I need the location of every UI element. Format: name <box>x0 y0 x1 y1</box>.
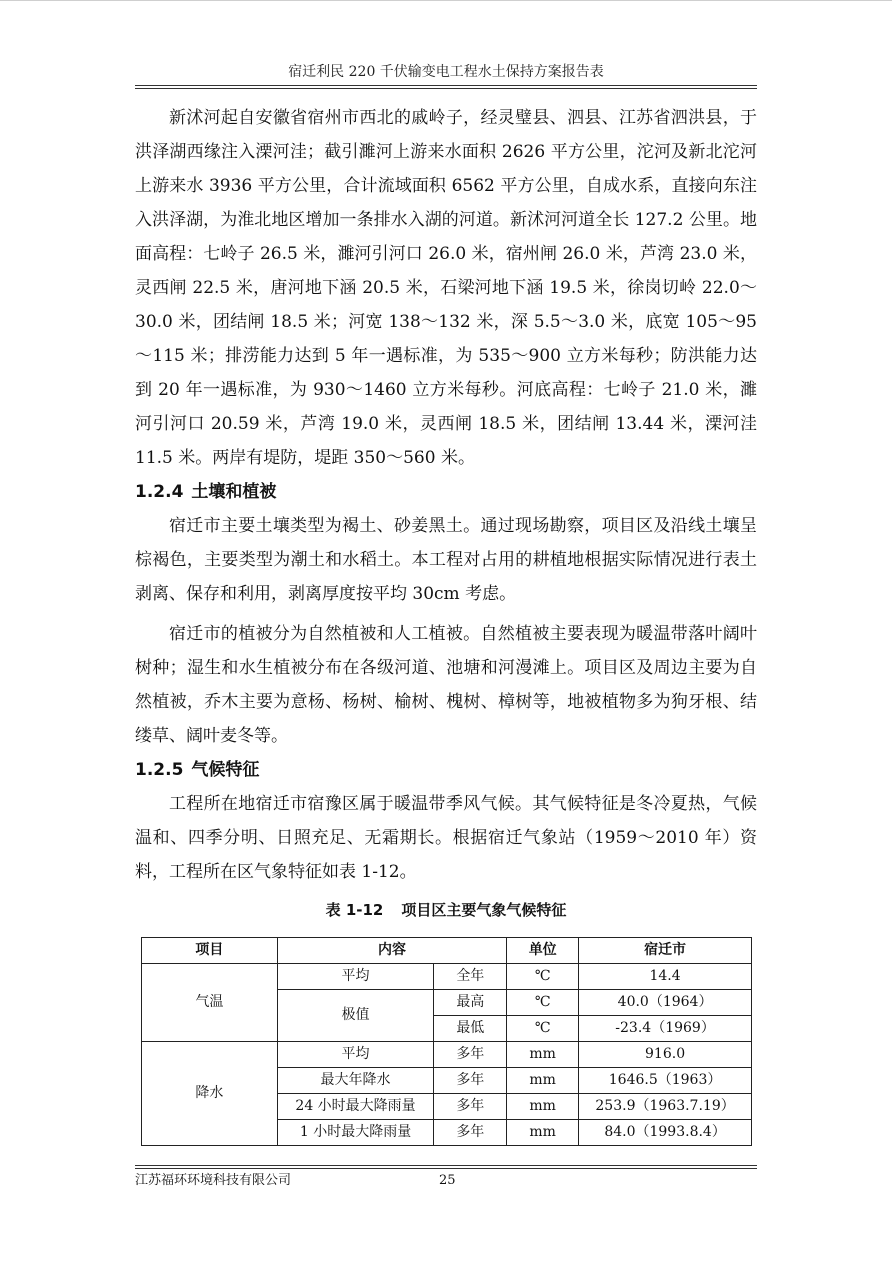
cell-unit: mm <box>507 1120 579 1146</box>
soil-paragraph: 宿迁市主要土壤类型为褐土、砂姜黑土。通过现场勘察，项目区及沿线土壤呈棕褐色，主要类型为潮土和水稻土。本工程对占用的耕植地根据实际情况进行表土剥离、保存和利用，剥离厚度按平均 30cm 考虑。 <box>135 516 757 604</box>
cell-name: 平均 <box>277 964 434 990</box>
section-heading-climate <box>135 753 757 787</box>
page-top-border <box>0 0 892 1</box>
footer-company: 江苏福环环境科技有限公司 <box>135 1173 292 1188</box>
section-title: 气候特征 <box>191 760 260 780</box>
cell-period: 多年 <box>434 1094 507 1120</box>
footer-rule <box>135 1165 757 1166</box>
cell-period: 最高 <box>434 990 507 1016</box>
header-content: 内容 <box>277 938 507 964</box>
cell-name: 最大年降水 <box>277 1068 434 1094</box>
cell-period: 多年 <box>434 1120 507 1146</box>
climate-table <box>141 937 752 1146</box>
cell-name: 1 小时最大降雨量 <box>277 1120 434 1146</box>
cell-period: 最低 <box>434 1016 507 1042</box>
cell-unit: mm <box>507 1094 579 1120</box>
section-number: 1.2.5 <box>135 760 184 780</box>
table-row <box>142 964 752 990</box>
cell-period: 多年 <box>434 1042 507 1068</box>
precip-label: 降水 <box>142 1042 278 1146</box>
cell-unit: ℃ <box>507 990 579 1016</box>
header-rule-secondary <box>135 88 757 89</box>
cell-value: 916.0 <box>579 1042 752 1068</box>
cell-value: 14.4 <box>579 964 752 990</box>
cell-value: 84.0（1993.8.4） <box>579 1120 752 1146</box>
cell-value: 1646.5（1963） <box>579 1068 752 1094</box>
cell-value: -23.4（1969） <box>579 1016 752 1042</box>
cell-unit: mm <box>507 1042 579 1068</box>
page-header-title: 宿迁利民 220 千伏输变电工程水土保持方案报告表 <box>288 64 604 80</box>
temp-label: 气温 <box>142 964 278 1042</box>
cell-unit: ℃ <box>507 964 579 990</box>
table-title: 项目区主要气象气候特征 <box>401 901 567 919</box>
document-body <box>135 101 757 923</box>
table-caption <box>135 897 757 923</box>
footer-rule-secondary <box>135 1168 757 1169</box>
cell-unit: ℃ <box>507 1016 579 1042</box>
cell-name: 极值 <box>277 990 434 1042</box>
header-item: 项目 <box>142 938 278 964</box>
cell-period: 多年 <box>434 1068 507 1094</box>
header-value: 宿迁市 <box>579 938 752 964</box>
climate-paragraph: 工程所在地宿迁市宿豫区属于暖温带季风气候。其气候特征是冬冷夏热，气候温和、四季分明、日照充足、无霜期长。根据宿迁气象站（1959～2010 年）资料，工程所在区气象特征如表 1-12。 <box>135 794 757 882</box>
cell-value: 40.0（1964） <box>579 990 752 1016</box>
cell-unit: mm <box>507 1068 579 1094</box>
cell-name: 平均 <box>277 1042 434 1068</box>
page-number: 25 <box>439 1173 456 1188</box>
cell-value: 253.9（1963.7.19） <box>579 1094 752 1120</box>
table-number: 表 1-12 <box>325 901 384 919</box>
header-rule <box>135 85 757 86</box>
section-number: 1.2.4 <box>135 482 184 502</box>
section-heading-soil-vegetation <box>135 475 757 509</box>
river-paragraph: 新沭河起自安徽省宿州市西北的戚岭子，经灵璧县、泗县、江苏省泗洪县，于洪泽湖西缘注入溧河洼；截引濉河上游来水面积 2626 平方公里，沱河及新北沱河上游来水 3936 平方公里，合计流域面积 6562 平方公里，自成水系，直接向东注入洪泽湖，为淮北地区增加一条排水入湖的河道。新沭河河道全长 127.2 公里。地面高程：七岭子 26.5 米，濉河引河口 26.0 米，宿州闸 26.0 米，芦湾 23.0 米，灵西闸 22.5 米，唐河地下涵 20.5 米，石梁河地下涵 19.5 米，徐岗切岭 22.0～30.0 米，团结闸 18.5 米；河宽 138～132 米，深 5.5～3.0 米，底宽 105～95～115 米；排涝能力达到 5 年一遇标准，为 535～900 立方米每秒；防洪能力达到 20 年一遇标准，为 930～1460 立方米每秒。河底高程：七岭子 21.0 米，濉河引河口 20.59 米，芦湾 19.0 米，灵西闸 18.5 米，团结闸 13.44 米，溧河洼 11.5 米。两岸有堤防，堤距 350～560 米。 <box>135 108 757 468</box>
section-title: 土壤和植被 <box>191 482 277 502</box>
cell-name: 24 小时最大降雨量 <box>277 1094 434 1120</box>
table-header-row <box>142 938 752 964</box>
vegetation-paragraph: 宿迁市的植被分为自然植被和人工植被。自然植被主要表现为暖温带落叶阔叶树种；湿生和水生植被分布在各级河道、池塘和河漫滩上。项目区及周边主要为自然植被，乔木主要为意杨、杨树、榆树、槐树、樟树等，地被植物多为狗牙根、结缕草、阔叶麦冬等。 <box>135 624 757 746</box>
header-unit: 单位 <box>507 938 579 964</box>
cell-period: 全年 <box>434 964 507 990</box>
table-row <box>142 1042 752 1068</box>
